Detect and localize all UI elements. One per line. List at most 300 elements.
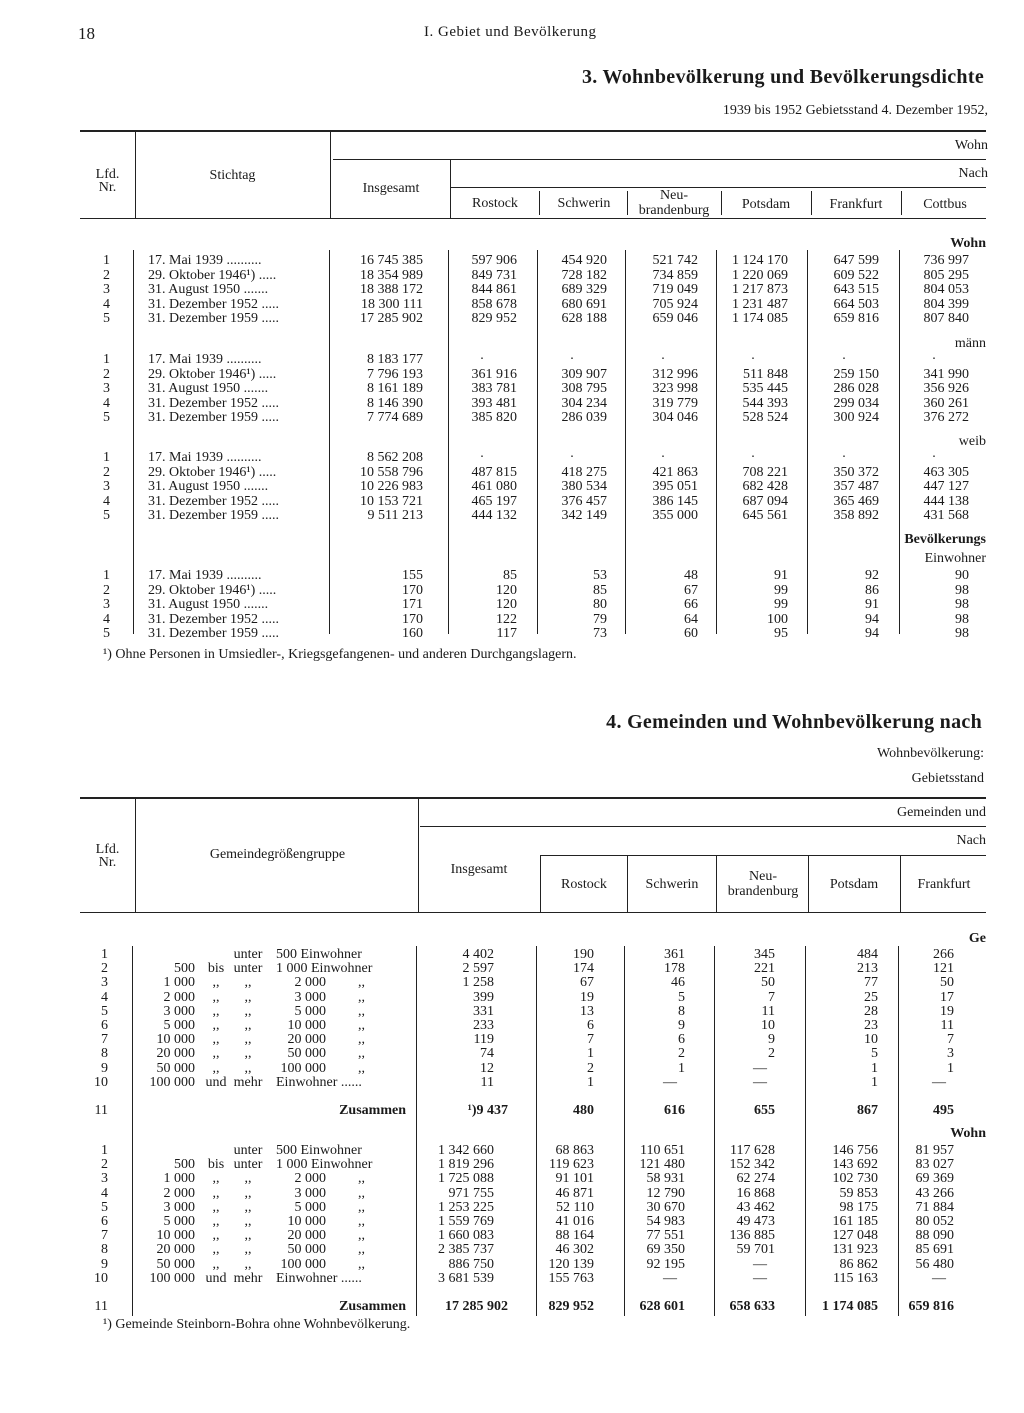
row-value: 68 863	[555, 1143, 594, 1158]
row-value: 98	[955, 597, 969, 613]
table3-header-frankfurt: Frankfurt	[829, 197, 883, 212]
row-value: 25	[864, 989, 878, 1005]
table3-header-stichtag: Stichtag	[209, 168, 256, 183]
row-value: 609 522	[833, 267, 879, 283]
group-bis: ,,	[212, 1003, 220, 1019]
table4-header-neubrandenburg-2: brandenburg	[727, 884, 799, 899]
row-value: 190	[573, 947, 594, 962]
row-number: 5	[101, 1199, 108, 1215]
group-from: 100 000	[149, 1074, 195, 1090]
group-from: 20 000	[156, 1046, 195, 1062]
row-value: 120	[496, 582, 517, 598]
row-date: 31. August 1950 .......	[148, 479, 269, 495]
row-value: 213	[857, 961, 878, 977]
row-value: 682 428	[742, 479, 788, 495]
row-date: 29. Oktober 1946¹) .....	[148, 582, 277, 598]
row-value: 341 990	[923, 366, 969, 382]
group-to: Einwohner ......	[276, 1270, 362, 1286]
group-from: 3 000	[163, 1003, 195, 1019]
group-to: 10 000	[287, 1214, 326, 1229]
row-value: 122	[496, 611, 517, 627]
row-value: 52 110	[556, 1199, 594, 1215]
row-value: 80	[593, 597, 607, 613]
group-from: 50 000	[156, 1256, 195, 1272]
group-ditto: ,,	[358, 1256, 365, 1272]
group-bis: bis	[207, 1157, 225, 1173]
row-value: 64	[684, 611, 698, 627]
row-value: .	[842, 446, 846, 461]
row-total: 18 388 172	[360, 282, 423, 298]
group-to: 2 000	[294, 1171, 326, 1187]
row-value: 708 221	[742, 464, 788, 480]
row-total: 9 511 213	[367, 508, 423, 524]
row-value: 50	[940, 975, 954, 991]
group-unter: ,,	[244, 1185, 252, 1201]
row-value: 46 302	[555, 1242, 594, 1258]
row-value: 81 957	[915, 1143, 954, 1158]
row-value: 7	[587, 1032, 594, 1048]
row-value: 146 756	[832, 1143, 878, 1158]
row-value: 92	[865, 568, 879, 583]
row-date: 17. Mai 1939 ..........	[148, 568, 262, 583]
row-value: 350 372	[833, 464, 879, 480]
group-unter: ,,	[244, 1003, 252, 1019]
row-value: 480	[573, 1103, 594, 1118]
row-number: 4	[103, 296, 110, 312]
group-unter: ,,	[244, 1214, 252, 1229]
group-to: 1 000 Einwohner	[276, 1157, 373, 1173]
row-value: 102 730	[832, 1171, 878, 1187]
row-total: 233	[473, 1018, 494, 1033]
group-ditto: ,,	[358, 1228, 365, 1244]
row-date: 17. Mai 1939 ..........	[148, 253, 262, 268]
table3-header-group: Wohn	[954, 138, 988, 153]
group-unter: ,,	[244, 1171, 252, 1187]
row-value: 1 231 487	[732, 296, 788, 312]
row-total: 4 402	[462, 947, 494, 962]
row-value: 2	[587, 1060, 594, 1076]
group-from: 5 000	[163, 1214, 195, 1229]
row-value: 119 623	[549, 1157, 594, 1173]
table4-divider	[418, 797, 419, 912]
row-value: 304 234	[561, 395, 607, 411]
group-unter: unter	[233, 961, 263, 977]
group-to: 3 000	[294, 1185, 326, 1201]
row-value: 1 174 085	[822, 1299, 878, 1314]
sum-label: Zusammen	[339, 1103, 406, 1118]
row-value: 59 853	[839, 1185, 878, 1201]
row-value: 544 393	[742, 395, 788, 411]
table3-section-label: weib	[958, 434, 986, 449]
row-value: 62 274	[736, 1171, 775, 1187]
row-value: 304 046	[652, 410, 698, 426]
table4-head-rule	[80, 912, 986, 913]
row-number: 6	[101, 1214, 108, 1229]
row-value: 535 445	[742, 381, 788, 397]
group-ditto: ,,	[358, 1185, 365, 1201]
row-total: ¹)9 437	[467, 1103, 508, 1118]
row-value: 43 266	[915, 1185, 954, 1201]
table4-header-nr: Nr.	[98, 855, 117, 870]
row-total: 331	[473, 1003, 494, 1019]
table3-header-rostock: Rostock	[472, 196, 518, 211]
table3-divider	[901, 191, 902, 215]
row-value: 444 132	[471, 508, 517, 524]
row-value: 127 048	[832, 1228, 878, 1244]
row-total: 119	[473, 1032, 494, 1048]
row-value: 17	[940, 989, 954, 1005]
group-unter: ,,	[244, 1228, 252, 1244]
row-total: 171	[402, 597, 423, 613]
row-value: 95	[774, 626, 788, 642]
table3-section-label: männ	[954, 336, 986, 351]
row-number: 4	[103, 395, 110, 411]
row-value: .	[570, 348, 574, 363]
group-from: 10 000	[156, 1032, 195, 1048]
row-value: 380 534	[561, 479, 607, 495]
row-value: 376 457	[561, 493, 607, 509]
row-value: 705 924	[652, 296, 698, 312]
group-unter: mehr	[233, 1270, 263, 1286]
row-value: 73	[593, 626, 607, 642]
table4-subtitle: Wohnbevölkerung:	[877, 746, 984, 761]
group-to: 20 000	[287, 1032, 326, 1048]
row-total: 1 342 660	[438, 1143, 494, 1158]
row-value: —	[753, 1060, 767, 1076]
row-number: 3	[103, 479, 110, 495]
row-value: 23	[864, 1018, 878, 1033]
row-total: 2 597	[462, 961, 494, 977]
row-value: .	[932, 348, 936, 363]
row-value: 361 916	[471, 366, 517, 382]
row-number: 4	[103, 611, 110, 627]
group-to: 5 000	[294, 1199, 326, 1215]
row-total: 160	[402, 626, 423, 642]
row-total: 170	[402, 611, 423, 627]
group-bis: ,,	[212, 975, 220, 991]
row-value: 86	[865, 582, 879, 598]
group-ditto: ,,	[358, 1060, 365, 1076]
row-value: 1	[871, 1060, 878, 1076]
table4-divider	[135, 797, 136, 912]
row-value: 286 039	[561, 410, 607, 426]
group-from: 100 000	[149, 1270, 195, 1286]
row-value: 6	[678, 1032, 685, 1048]
row-date: 31. August 1950 .......	[148, 597, 269, 613]
table4-divider	[900, 856, 901, 912]
group-to: 500 Einwohner	[276, 1143, 362, 1158]
table3-header-neubrandenburg-2: brandenburg	[638, 203, 710, 218]
row-total: 971 755	[448, 1185, 494, 1201]
row-value: 319 779	[652, 395, 698, 411]
row-value: 88 090	[915, 1228, 954, 1244]
row-value: 121 480	[639, 1157, 685, 1173]
row-value: 393 481	[471, 395, 517, 411]
row-value: 131 923	[832, 1242, 878, 1258]
row-value: 628 188	[561, 311, 607, 327]
row-value: 85	[593, 582, 607, 598]
group-to: 100 000	[280, 1256, 326, 1272]
row-value: 161 185	[832, 1214, 878, 1229]
table3-body-divider	[133, 250, 134, 634]
row-date: 31. Dezember 1959 .....	[148, 508, 280, 524]
row-value: 115 163	[833, 1270, 878, 1286]
table3-divider	[450, 160, 451, 218]
row-value: 1 174 085	[732, 311, 788, 327]
group-from: 5 000	[163, 1018, 195, 1033]
row-value: 91	[865, 597, 879, 613]
table3-top-rule	[80, 130, 986, 132]
row-value: 687 094	[742, 493, 788, 509]
row-value: 807 840	[923, 311, 969, 327]
row-value: 77 551	[646, 1228, 685, 1244]
row-value: —	[663, 1074, 677, 1090]
row-value: 342 149	[561, 508, 607, 524]
row-value: 83 027	[915, 1157, 954, 1173]
row-value: .	[751, 446, 755, 461]
row-number: 1	[103, 352, 110, 367]
table3-header-cottbus: Cottbus	[923, 197, 967, 212]
row-value: 385 820	[471, 410, 517, 426]
row-value: 361	[664, 947, 685, 962]
row-value: 86 862	[839, 1256, 878, 1272]
row-number: 7	[101, 1228, 108, 1244]
table4-body-divider	[132, 946, 133, 1316]
row-value: 117 628	[730, 1143, 775, 1158]
row-number: 1	[101, 947, 108, 962]
row-value: —	[753, 1256, 767, 1272]
row-value: 46	[671, 975, 685, 991]
row-number: 5	[101, 1003, 108, 1019]
table3-section-label: Wohn	[950, 236, 986, 251]
table3-header-nr: Nr.	[98, 180, 117, 195]
row-number: 3	[101, 1171, 108, 1187]
row-value: 60	[684, 626, 698, 642]
row-value: 728 182	[561, 267, 607, 283]
row-value: 1	[587, 1046, 594, 1062]
table4-header-gruppe: Gemeindegrößengruppe	[209, 847, 346, 862]
row-number: 5	[103, 626, 110, 642]
row-number: 3	[103, 597, 110, 613]
table3-header-potsdam: Potsdam	[741, 197, 791, 212]
row-value: 659 816	[833, 311, 879, 327]
row-value: 19	[580, 989, 594, 1005]
row-value: 85 691	[915, 1242, 954, 1258]
row-value: 9	[768, 1032, 775, 1048]
table3-section-label: Einwohner	[924, 551, 986, 566]
group-unter: ,,	[244, 1199, 252, 1215]
table3-divider	[539, 191, 540, 215]
table3-divider	[135, 130, 136, 218]
row-value: 155 763	[548, 1270, 594, 1286]
row-value: 365 469	[833, 493, 879, 509]
row-number: 2	[103, 366, 110, 382]
row-value: 99	[774, 597, 788, 613]
row-value: 5	[678, 989, 685, 1005]
row-number: 8	[101, 1242, 108, 1258]
row-value: 11	[761, 1003, 775, 1019]
row-value: 13	[580, 1003, 594, 1019]
row-value: 178	[664, 961, 685, 977]
table4-divider	[716, 856, 717, 912]
row-value: 484	[857, 947, 878, 962]
row-value: .	[661, 446, 665, 461]
group-unter: mehr	[233, 1074, 263, 1090]
row-value: 680 691	[561, 296, 607, 312]
row-value: 431 568	[923, 508, 969, 524]
row-value: 1 217 873	[732, 282, 788, 298]
row-value: 643 515	[833, 282, 879, 298]
row-number: 7	[101, 1032, 108, 1048]
row-total: 10 558 796	[360, 464, 423, 480]
row-total: 74	[480, 1046, 494, 1062]
row-value: 736 997	[923, 253, 969, 268]
group-ditto: ,,	[358, 989, 365, 1005]
row-value: 299 034	[833, 395, 879, 411]
group-ditto: ,,	[358, 1046, 365, 1062]
group-from: 10 000	[156, 1228, 195, 1244]
row-value: 5	[871, 1046, 878, 1062]
row-date: 31. Dezember 1952 .....	[148, 493, 280, 509]
row-value: 120 139	[548, 1256, 594, 1272]
row-value: 360 261	[923, 395, 969, 411]
row-value: 3	[947, 1046, 954, 1062]
row-value: 69 369	[915, 1171, 954, 1187]
row-value: 88 164	[555, 1228, 594, 1244]
row-value: 645 561	[742, 508, 788, 524]
row-value: —	[932, 1074, 946, 1090]
row-number: 9	[101, 1060, 108, 1076]
row-value: 67	[580, 975, 594, 991]
row-value: 345	[754, 947, 775, 962]
row-value: 94	[865, 611, 879, 627]
row-value: 259 150	[833, 366, 879, 382]
row-value: 59 701	[736, 1242, 775, 1258]
group-from: 2 000	[163, 1185, 195, 1201]
row-value: 286 028	[833, 381, 879, 397]
row-total: 886 750	[448, 1256, 494, 1272]
row-value: 143 692	[832, 1157, 878, 1173]
group-ditto: ,,	[358, 1199, 365, 1215]
row-value: 804 399	[923, 296, 969, 312]
row-value: 85	[503, 568, 517, 583]
row-value: 1	[947, 1060, 954, 1076]
group-bis: ,,	[212, 1199, 220, 1215]
row-value: 77	[864, 975, 878, 991]
group-ditto: ,,	[358, 1032, 365, 1048]
row-value: 41 016	[555, 1214, 594, 1229]
row-value: 1	[678, 1060, 685, 1076]
group-bis: und	[205, 1270, 227, 1286]
row-total: 17 285 902	[360, 311, 423, 327]
row-value: 658 633	[729, 1299, 775, 1314]
row-value: 357 487	[833, 479, 879, 495]
row-total: 11	[480, 1074, 494, 1090]
table3-divider	[721, 191, 722, 215]
row-value: 844 861	[471, 282, 517, 298]
row-number: 2	[103, 464, 110, 480]
row-value: 521 742	[652, 253, 698, 268]
row-value: 67	[684, 582, 698, 598]
row-value: 19	[940, 1003, 954, 1019]
row-total: 8 146 390	[367, 395, 423, 411]
running-head: I. Gebiet und Bevölkerung	[424, 24, 597, 40]
row-number: 1	[103, 568, 110, 583]
row-value: 858 678	[471, 296, 517, 312]
row-value: 6	[587, 1018, 594, 1033]
row-date: 29. Oktober 1946¹) .....	[148, 464, 277, 480]
table3-header-neubrandenburg-1: Neu-	[660, 188, 688, 203]
row-total: 1 258	[462, 975, 494, 991]
row-number: 11	[94, 1103, 108, 1118]
row-number: 5	[103, 410, 110, 426]
table4-subtitle: Gebietsstand	[911, 771, 984, 786]
row-value: 356 926	[923, 381, 969, 397]
row-value: 71 884	[915, 1199, 954, 1215]
row-value: 10	[864, 1032, 878, 1048]
row-value: 8	[678, 1003, 685, 1019]
row-value: 358 892	[833, 508, 879, 524]
table4-header-subgroup: Nach	[956, 833, 986, 848]
row-value: 655	[754, 1103, 775, 1118]
group-bis: ,,	[212, 1256, 220, 1272]
row-total: 1 559 769	[438, 1214, 494, 1229]
row-value: 829 952	[471, 311, 517, 327]
row-value: 66	[684, 597, 698, 613]
group-ditto: ,,	[358, 1214, 365, 1229]
row-value: .	[842, 348, 846, 363]
row-value: 2	[768, 1046, 775, 1062]
row-value: 174	[573, 961, 594, 977]
row-value: 98 175	[839, 1199, 878, 1215]
row-date: 29. Oktober 1946¹) .....	[148, 267, 277, 283]
row-value: 647 599	[833, 253, 879, 268]
table3-header-insgesamt: Insgesamt	[362, 181, 420, 196]
row-value: 98	[955, 582, 969, 598]
table4-header-rostock: Rostock	[561, 877, 607, 892]
row-value: 152 342	[729, 1157, 775, 1173]
group-bis: ,,	[212, 1185, 220, 1201]
row-value: 30 670	[646, 1199, 685, 1215]
table3-header-subgroup: Nach	[958, 166, 988, 181]
group-from: 1 000	[163, 975, 195, 991]
group-ditto: ,,	[358, 975, 365, 991]
table4-title: 4. Gemeinden und Wohnbevölkerung nach	[606, 711, 982, 733]
row-value: 1	[587, 1074, 594, 1090]
row-value: —	[753, 1270, 767, 1286]
row-total: 10 153 721	[360, 493, 423, 509]
group-to: 20 000	[287, 1228, 326, 1244]
row-total: 8 161 189	[367, 381, 423, 397]
group-from: 3 000	[163, 1199, 195, 1215]
row-total: 12	[480, 1060, 494, 1076]
table4-section-label: Wohn	[950, 1126, 986, 1141]
row-total: 7 774 689	[367, 410, 423, 426]
row-date: 17. Mai 1939 ..........	[148, 352, 262, 367]
group-to: 2 000	[294, 975, 326, 991]
row-value: 91	[774, 568, 788, 583]
row-value: .	[932, 446, 936, 461]
row-value: 100	[767, 611, 788, 627]
row-total: 17 285 902	[445, 1299, 508, 1314]
row-value: 487 815	[471, 464, 517, 480]
row-total: 18 300 111	[361, 296, 423, 312]
table4-footnote: ¹) Gemeinde Steinborn-Bohra ohne Wohnbevölkerung.	[103, 1317, 411, 1332]
row-value: 50	[761, 975, 775, 991]
table4-divider	[540, 856, 541, 912]
row-total: 170	[402, 582, 423, 598]
row-number: 4	[101, 989, 108, 1005]
